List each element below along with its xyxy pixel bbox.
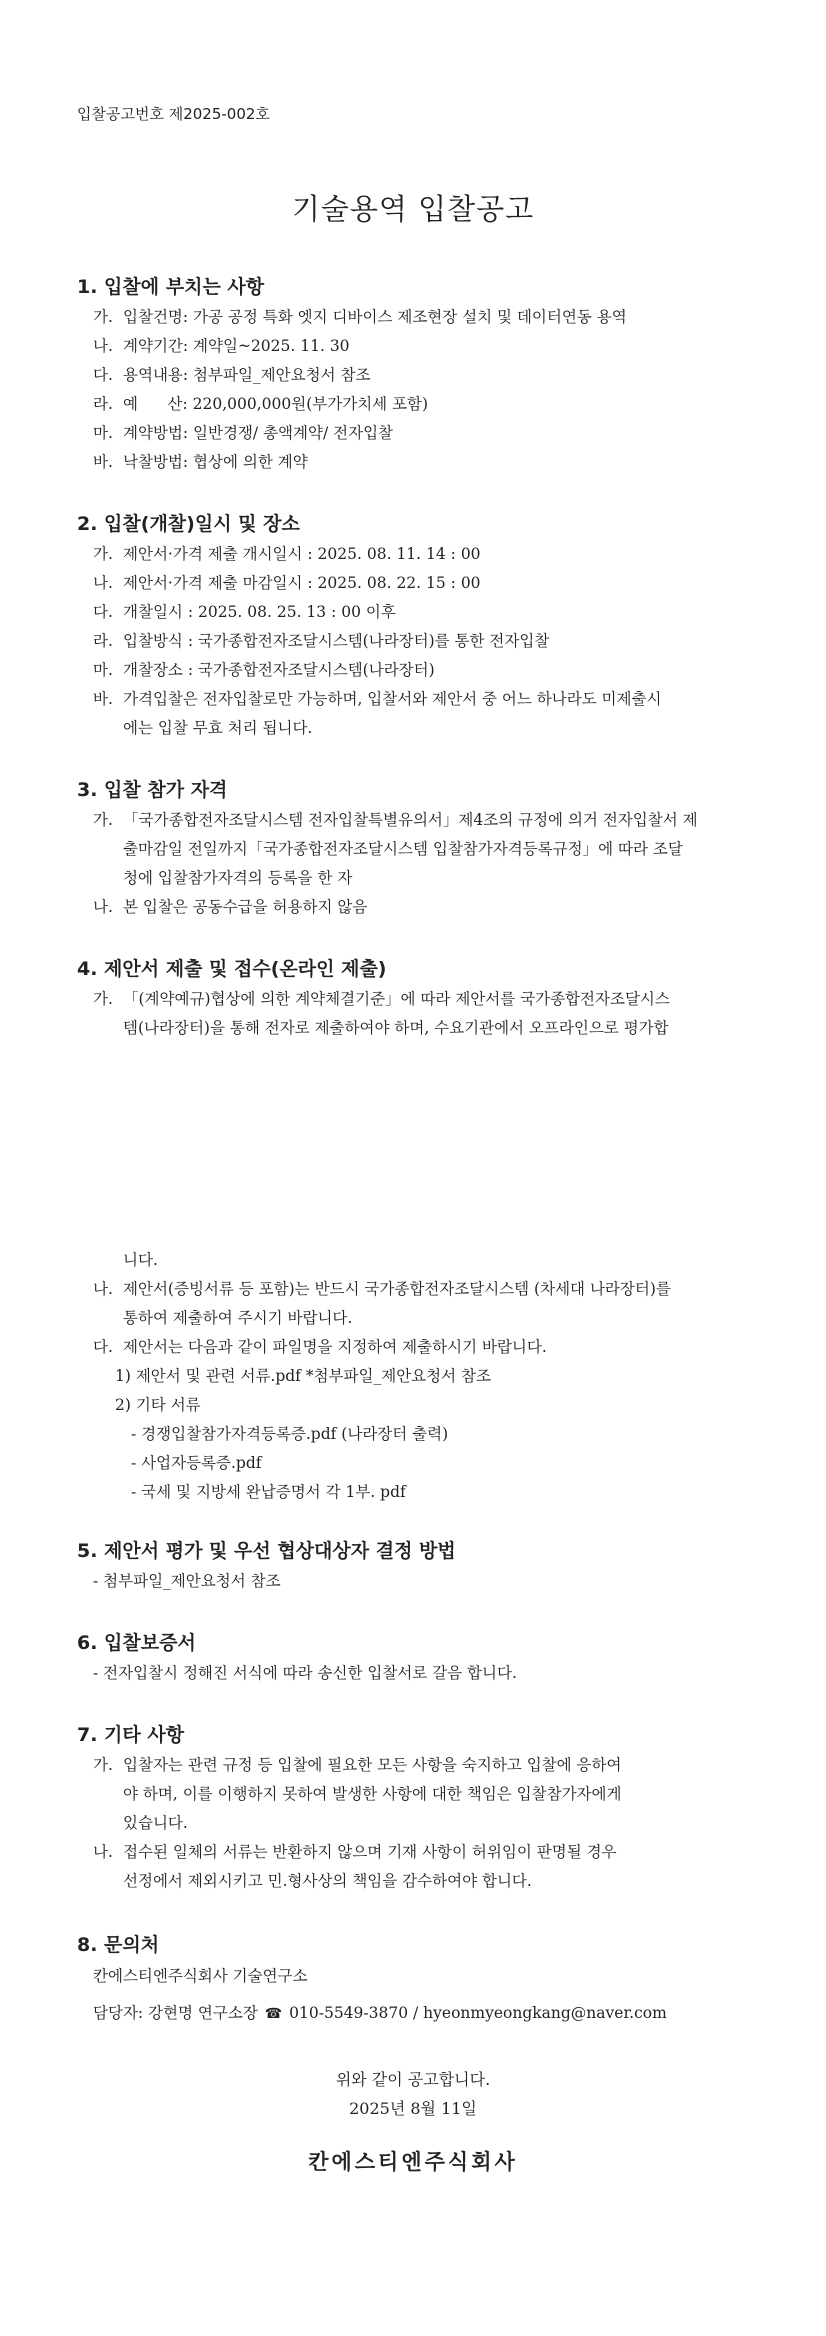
- list-item: 바. 낙찰방법: 협상에 의한 계약: [93, 453, 308, 471]
- list-item: 가. 「국가종합전자조달시스템 전자입찰특별유의서」제4조의 규정에 의거 전자입찰서 제: [93, 811, 698, 829]
- announcement-date: 2025년 8월 11일: [349, 2099, 477, 2118]
- section-8-heading: 8. 문의처: [77, 1934, 160, 1956]
- company-name: 칸에스티엔주식회사: [308, 2150, 518, 2174]
- list-item-continued: 템(나라장터)을 통해 전자로 제출하여야 하며, 수요기관에서 오프라인으로 평가합: [123, 1019, 669, 1037]
- list-item: 나. 계약기간: 계약일~2025. 11. 30: [93, 337, 350, 355]
- list-item: 가. 입찰자는 관련 규정 등 입찰에 필요한 모든 사항을 숙지하고 입찰에 응하여: [93, 1756, 622, 1774]
- list-item-continued: 에는 입찰 무효 처리 됩니다.: [123, 719, 313, 737]
- section-5-text: - 첨부파일_제안요청서 참조: [93, 1572, 281, 1590]
- closing-statement: 위와 같이 공고합니다.: [335, 2070, 491, 2089]
- list-item: 마. 계약방법: 일반경쟁/ 총액계약/ 전자입찰: [93, 424, 394, 442]
- list-item: 가. 입찰건명: 가공 공정 특화 엣지 디바이스 제조현장 설치 및 데이터연동 용역: [93, 308, 627, 326]
- list-item: 다. 개찰일시 : 2025. 08. 25. 13 : 00 이후: [93, 603, 396, 621]
- list-item-continued: 있습니다.: [123, 1814, 188, 1832]
- section-5-heading: 5. 제안서 평가 및 우선 협상대상자 결정 방법: [77, 1540, 456, 1562]
- section-6-text: - 전자입찰시 정해진 서식에 따라 송신한 입찰서로 갈음 합니다.: [93, 1664, 517, 1682]
- list-item-continued: 선정에서 제외시키고 민.형사상의 책임을 감수하여야 합니다.: [123, 1872, 532, 1890]
- document-item: - 경쟁입찰참가자격등록증.pdf (나라장터 출력): [131, 1425, 449, 1443]
- list-item: 나. 본 입찰은 공동수급을 허용하지 않음: [93, 898, 368, 916]
- list-item: 다. 용역내용: 첨부파일_제안요청서 참조: [93, 366, 371, 384]
- section-4-heading: 4. 제안서 제출 및 접수(온라인 제출): [77, 958, 387, 980]
- sub-item: 2) 기타 서류: [115, 1396, 201, 1414]
- list-item: 나. 제안서·가격 제출 마감일시 : 2025. 08. 22. 15 : 00: [93, 574, 481, 592]
- list-item: 나. 접수된 일체의 서류는 반환하지 않으며 기재 사항이 허위임이 판명될 경우: [93, 1843, 617, 1861]
- contact-org: 칸에스티엔주식회사 기술연구소: [93, 1967, 308, 1985]
- section-3-heading: 3. 입찰 참가 자격: [77, 779, 228, 801]
- document-item: - 사업자등록증.pdf: [131, 1454, 262, 1472]
- list-item-continued: 청에 입찰참가자격의 등록을 한 자: [123, 869, 353, 887]
- document-item: - 국세 및 지방세 완납증명서 각 1부. pdf: [131, 1483, 406, 1501]
- list-item-continued: 니다.: [123, 1251, 158, 1269]
- list-item: 나. 제안서(증빙서류 등 포함)는 반드시 국가종합전자조달시스템 (차세대 나라장터)를: [93, 1280, 671, 1298]
- sub-item: 1) 제안서 및 관련 서류.pdf *첨부파일_제안요청서 참조: [115, 1367, 491, 1385]
- list-item: 다. 제안서는 다음과 같이 파일명을 지정하여 제출하시기 바랍니다.: [93, 1338, 547, 1356]
- list-item: 마. 개찰장소 : 국가종합전자조달시스템(나라장터): [93, 661, 435, 679]
- list-item: 라. 예 산: 220,000,000원(부가가치세 포함): [93, 395, 429, 413]
- list-item: 바. 가격입찰은 전자입찰로만 가능하며, 입찰서와 제안서 중 어느 하나라도 미제출시: [93, 690, 662, 708]
- list-item: 라. 입찰방식 : 국가종합전자조달시스템(나라장터)를 통한 전자입찰: [93, 632, 550, 650]
- section-7-heading: 7. 기타 사항: [77, 1724, 185, 1746]
- list-item-continued: 야 하며, 이를 이행하지 못하여 발생한 사항에 대한 책임은 입찰참가자에게: [123, 1785, 622, 1803]
- section-6-heading: 6. 입찰보증서: [77, 1632, 196, 1654]
- section-1-heading: 1. 입찰에 부치는 사항: [77, 276, 265, 298]
- phone-icon: ☎: [264, 2006, 283, 2022]
- list-item-continued: 출마감일 전일까지「국가종합전자조달시스템 입찰참가자격등록규정」에 따라 조달: [123, 840, 683, 858]
- list-item-continued: 통하여 제출하여 주시기 바랍니다.: [123, 1309, 353, 1327]
- section-2-heading: 2. 입찰(개찰)일시 및 장소: [77, 513, 300, 535]
- contact-line: 담당자: 강현명 연구소장 ☎ 010-5549-3870 / hyeonmyeongkang@naver.com: [93, 2004, 667, 2022]
- page-title: 기술용역 입찰공고: [291, 192, 535, 226]
- list-item: 가. 제안서·가격 제출 개시일시 : 2025. 08. 11. 14 : 00: [93, 545, 481, 563]
- notice-number: 입찰공고번호 제2025-002호: [77, 105, 270, 123]
- list-item: 가. 「(계약예규)협상에 의한 계약체결기준」에 따라 제안서를 국가종합전자조달시스: [93, 990, 670, 1008]
